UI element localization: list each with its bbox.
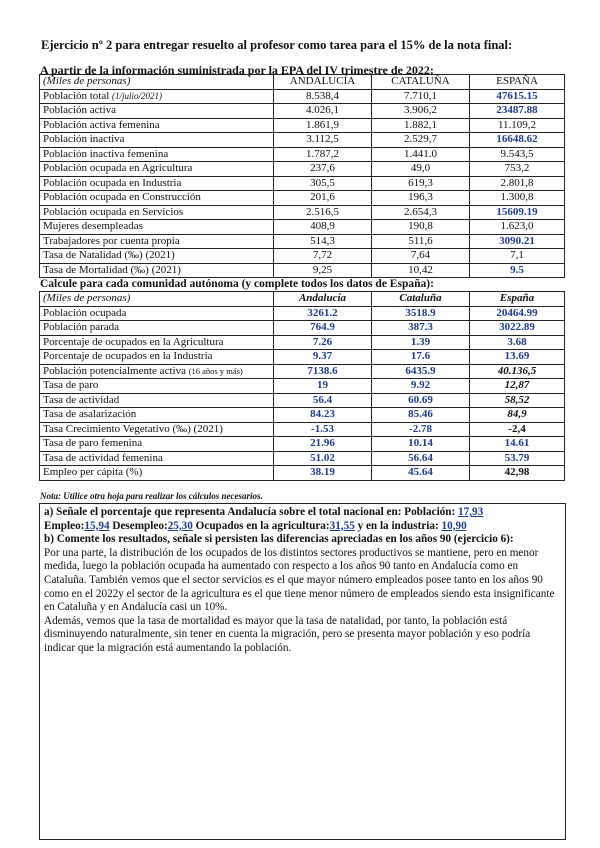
row-label xyxy=(40,234,274,249)
table-row xyxy=(40,249,565,264)
value-andalucia: 84.23 xyxy=(274,408,372,423)
table-row xyxy=(40,133,565,148)
value-cataluna: 196,3 xyxy=(372,191,470,206)
value-andalucia: 4.026,1 xyxy=(274,104,372,119)
row-label xyxy=(40,104,274,119)
row-label-text: Tasa de Mortalidad (‰) (2021) xyxy=(43,263,181,276)
value-espana: 2.801,8 xyxy=(470,176,565,191)
value-andalucia: 9,25 xyxy=(274,263,372,278)
col-cataluna: Cataluña xyxy=(372,292,470,307)
value-cataluna: 2.529,7 xyxy=(372,133,470,148)
row-label xyxy=(40,205,274,220)
col-andalucia: ANDALUCÍA xyxy=(274,75,372,90)
value-cataluna: 49,0 xyxy=(372,162,470,177)
row-label xyxy=(40,89,274,104)
value-cataluna: 17.6 xyxy=(372,350,470,365)
value-cataluna: 190,8 xyxy=(372,220,470,235)
row-label xyxy=(40,191,274,206)
qa-lead: a) Señale el porcentaje que representa Andalucía sobre el total nacional en: Población: xyxy=(44,506,456,518)
row-label-note: (16 años y más) xyxy=(188,365,243,376)
value-andalucia: 3261.2 xyxy=(274,306,372,321)
row-label-text: Población parada xyxy=(43,321,120,333)
value-espana: 20464.99 xyxy=(470,306,565,321)
col-espana: España xyxy=(470,292,565,307)
row-label xyxy=(40,306,274,321)
calculations-table xyxy=(39,291,565,481)
value-andalucia: 51.02 xyxy=(274,451,372,466)
row-label-text: Población activa xyxy=(43,104,117,116)
table-row xyxy=(40,205,565,220)
value-espana: 14.61 xyxy=(470,437,565,452)
col-cataluna: CATALUÑA xyxy=(372,75,470,90)
section1-heading: A partir de la información suministrada por la EPA del IV trimestre de 2022: xyxy=(40,63,434,77)
table-row xyxy=(40,335,565,350)
row-label-text: Tasa de asalarización xyxy=(43,408,137,420)
qa-agri-label: Ocupados en la agricultura: xyxy=(195,519,330,532)
value-cataluna: 2.654,3 xyxy=(372,205,470,220)
value-cataluna: 45.64 xyxy=(372,466,470,481)
value-espana: 7,1 xyxy=(470,249,565,264)
value-andalucia: -1.53 xyxy=(274,422,372,437)
table-row xyxy=(40,422,565,437)
value-cataluna: 1.441.0 xyxy=(372,147,470,162)
value-espana: 3.68 xyxy=(470,335,565,350)
row-label-text: Porcentaje de ocupados en la Agricultura xyxy=(43,335,224,348)
row-label xyxy=(40,335,274,350)
value-andalucia: 9.37 xyxy=(274,350,372,365)
row-label-text: Población ocupada en Industria xyxy=(43,176,182,189)
value-andalucia: 514,3 xyxy=(274,234,372,249)
value-espana: 9.543,5 xyxy=(470,147,565,162)
table-row xyxy=(40,408,565,423)
qa-empleo-label: Empleo: xyxy=(44,519,85,532)
value-espana: 3022.89 xyxy=(470,321,565,336)
row-label xyxy=(40,422,274,437)
value-espana: 1.300,8 xyxy=(470,191,565,206)
value-cataluna: 9.92 xyxy=(372,379,470,394)
answer-paragraph-1: Por una parte, la distribución de los ocupados de los distintos sectores productivos se mantiene, pero en menor medida, luego la población ocupada ha aumentado con respecto a los años 90 tanto en Andalucía como en Cataluña. También vemos que el sector servicios es el que mayor número empleados posee tanto en los años 90 como en el 2022y el sector de la agricultura es el que tiene menor número de empleados siendo esta insignificante en Cataluña y en Andalucía casi un 10%. xyxy=(44,546,555,614)
value-cataluna: 3.906,2 xyxy=(372,104,470,119)
value-espana: 40.136,5 xyxy=(470,364,565,379)
value-espana: 1.623,0 xyxy=(470,220,565,235)
table-row xyxy=(40,466,565,481)
table-row xyxy=(40,147,565,162)
value-espana: 753,2 xyxy=(470,162,565,177)
row-label xyxy=(40,118,274,133)
value-espana: 11.109,2 xyxy=(470,118,565,133)
row-label-text: Población potencialmente activa xyxy=(43,364,186,377)
unit-label: (Miles de personas) xyxy=(40,292,274,307)
value-cataluna: 7.710,1 xyxy=(372,89,470,104)
row-label xyxy=(40,437,274,452)
note-text: Nota: Utilice otra hoja para realizar los cálculos necesarios. xyxy=(40,491,263,501)
value-espana: 16648.62 xyxy=(470,133,565,148)
row-label-text: Tasa de actividad xyxy=(43,393,120,406)
value-espana: 3090.21 xyxy=(470,234,565,249)
row-label-text: Población ocupada en Agricultura xyxy=(43,162,193,174)
row-label-text: Tasa de Natalidad (‰) (2021) xyxy=(43,249,175,261)
value-andalucia: 237,6 xyxy=(274,162,372,177)
row-label xyxy=(40,466,274,481)
value-andalucia: 21.96 xyxy=(274,437,372,452)
value-andalucia: 38.19 xyxy=(274,466,372,481)
row-label-text: Tasa de paro femenina xyxy=(43,437,143,449)
table-row xyxy=(40,364,565,379)
value-espana: 53.79 xyxy=(470,451,565,466)
value-espana: 13.69 xyxy=(470,350,565,365)
exercise-title: Ejercicio nº 2 para entregar resuelto al profesor como tarea para el 15% de la nota final: xyxy=(41,38,513,52)
value-andalucia: 7,72 xyxy=(274,249,372,264)
value-andalucia: 56.4 xyxy=(274,393,372,408)
value-andalucia: 19 xyxy=(274,379,372,394)
row-label-text: Trabajadores por cuenta propia xyxy=(43,234,180,247)
value-espana: 42,98 xyxy=(470,466,565,481)
value-cataluna: 56.64 xyxy=(372,451,470,466)
table-row xyxy=(40,118,565,133)
value-cataluna: 511,6 xyxy=(372,234,470,249)
col-andalucia: Andalucía xyxy=(274,292,372,307)
table-row xyxy=(40,176,565,191)
answer-industria: 10,90 xyxy=(441,519,467,532)
row-label-text: Población inactiva xyxy=(43,133,125,145)
value-andalucia: 305,5 xyxy=(274,176,372,191)
value-cataluna: 387.3 xyxy=(372,321,470,336)
value-cataluna: 6435.9 xyxy=(372,364,470,379)
value-andalucia: 764.9 xyxy=(274,321,372,336)
value-espana: -2,4 xyxy=(470,422,565,437)
answer-desempleo: 25,30 xyxy=(167,519,193,532)
question-a xyxy=(44,506,561,533)
value-cataluna: 3518.9 xyxy=(372,306,470,321)
row-label-text: Población total xyxy=(43,89,110,102)
value-andalucia: 2.516,5 xyxy=(274,205,372,220)
row-label-text: Mujeres desempleadas xyxy=(43,220,143,232)
answer-poblacion: 17,93 xyxy=(458,506,484,518)
epa-data-table xyxy=(39,74,565,278)
table-row xyxy=(40,379,565,394)
value-espana: 47615.15 xyxy=(470,89,565,104)
value-cataluna: 619,3 xyxy=(372,176,470,191)
answer-empleo: 15,94 xyxy=(84,519,110,532)
row-label-text: Población activa femenina xyxy=(43,118,160,131)
value-cataluna: 10,42 xyxy=(372,263,470,278)
row-label xyxy=(40,147,274,162)
table-row xyxy=(40,263,565,278)
value-cataluna: 1.882,1 xyxy=(372,118,470,133)
row-label-text: Población inactiva femenina xyxy=(43,147,169,160)
answer-box xyxy=(39,503,566,840)
row-label xyxy=(40,176,274,191)
row-label xyxy=(40,393,274,408)
value-espana: 23487.88 xyxy=(470,104,565,119)
value-cataluna: 7,64 xyxy=(372,249,470,264)
table-row xyxy=(40,191,565,206)
answer-paragraph-2: Además, vemos que la tasa de mortalidad es mayor que la tasa de natalidad, por tanto, la población está disminuyendo naturalmente, sin tener en cuenta la migración, pero se presenta mayor población y eso podría indicar que la migración está aumentando la población. xyxy=(44,614,531,654)
row-label xyxy=(40,162,274,177)
row-label xyxy=(40,263,274,278)
table-row xyxy=(40,451,565,466)
row-label-text: Tasa de actividad femenina xyxy=(43,451,163,464)
value-cataluna: 10.14 xyxy=(372,437,470,452)
value-andalucia: 3.112,5 xyxy=(274,133,372,148)
value-andalucia: 408,9 xyxy=(274,220,372,235)
row-label-text: Población ocupada en Servicios xyxy=(43,205,184,218)
unit-label: (Miles de personas) xyxy=(40,75,274,90)
row-label-text: Tasa de paro xyxy=(43,379,99,391)
row-label xyxy=(40,451,274,466)
row-label xyxy=(40,364,274,379)
table-row xyxy=(40,321,565,336)
value-andalucia: 1.861,9 xyxy=(274,118,372,133)
value-espana: 12,87 xyxy=(470,379,565,394)
table-row xyxy=(40,306,565,321)
row-label-text: Población ocupada xyxy=(43,306,127,319)
table-header-row xyxy=(40,292,565,307)
value-andalucia: 7.26 xyxy=(274,335,372,350)
table-header-row xyxy=(40,75,565,90)
table-row xyxy=(40,393,565,408)
value-andalucia: 7138.6 xyxy=(274,364,372,379)
value-cataluna: 1.39 xyxy=(372,335,470,350)
table-row xyxy=(40,350,565,365)
col-espana: ESPAÑA xyxy=(470,75,565,90)
value-andalucia: 8.538,4 xyxy=(274,89,372,104)
row-label xyxy=(40,321,274,336)
table-row xyxy=(40,220,565,235)
qa-desempleo-label: Desempleo: xyxy=(112,519,168,532)
section2-heading: Calcule para cada comunidad autónoma (y complete todos los datos de España): xyxy=(40,278,434,290)
value-espana: 9.5 xyxy=(470,263,565,278)
table-row xyxy=(40,104,565,119)
table-row xyxy=(40,89,565,104)
value-espana: 58,52 xyxy=(470,393,565,408)
row-label xyxy=(40,350,274,365)
row-label xyxy=(40,249,274,264)
qa-ind-label: y en la industria: xyxy=(357,519,439,532)
value-cataluna: -2.78 xyxy=(372,422,470,437)
value-andalucia: 201,6 xyxy=(274,191,372,206)
value-andalucia: 1.787,2 xyxy=(274,147,372,162)
row-label-text: Porcentaje de ocupados en la Industria xyxy=(43,350,213,362)
row-label xyxy=(40,220,274,235)
table-row xyxy=(40,234,565,249)
question-b: b) Comente los resultados, señale si persisten las diferencias apreciadas en los años 90 (ejercicio 6): xyxy=(44,533,514,546)
row-label xyxy=(40,379,274,394)
row-label xyxy=(40,133,274,148)
value-cataluna: 85.46 xyxy=(372,408,470,423)
table-row xyxy=(40,162,565,177)
value-espana: 84,9 xyxy=(470,408,565,423)
value-espana: 15609.19 xyxy=(470,205,565,220)
table-row xyxy=(40,437,565,452)
row-label-note: (1/julio/2021) xyxy=(112,90,163,101)
row-label-text: Tasa Crecimiento Vegetativo (‰) (2021) xyxy=(43,422,223,435)
row-label xyxy=(40,408,274,423)
row-label-text: Empleo per cápita (%) xyxy=(43,466,143,478)
answer-agricultura: 31,55 xyxy=(329,519,355,532)
row-label-text: Población ocupada en Construcción xyxy=(43,191,201,203)
value-cataluna: 60.69 xyxy=(372,393,470,408)
